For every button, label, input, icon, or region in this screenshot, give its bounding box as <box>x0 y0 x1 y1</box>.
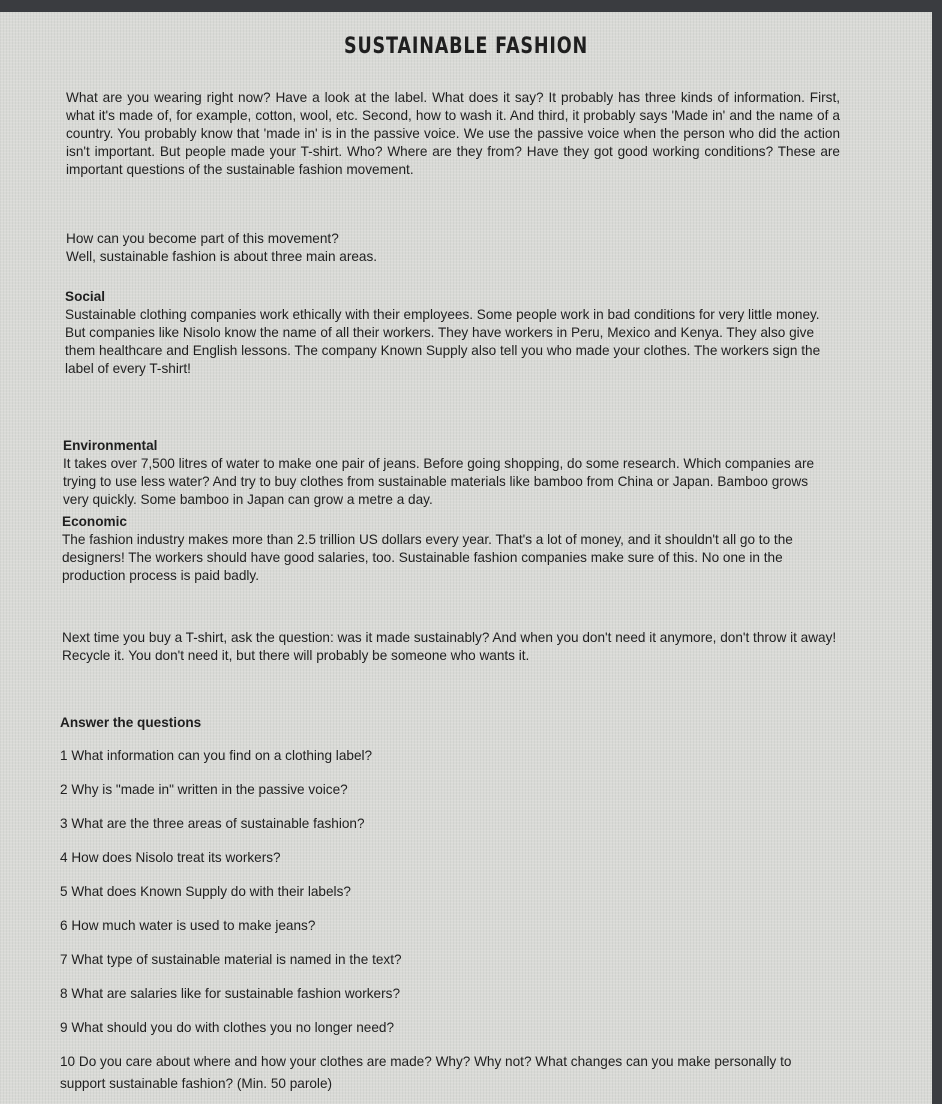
question-item: 1 What information can you find on a clothing label? <box>60 748 373 763</box>
question-item: 6 How much water is used to make jeans? <box>60 918 316 933</box>
intro-paragraph: What are you wearing right now? Have a look at the label. What does it say? It probably has three kinds of information. First, what it's made of, for example, cotton, wool, etc. Second, how to wash it. And third, it probably says 'Made in' and the name of a country. You probably know that 'made in' is in the passive voice. We use the passive voice when the person who did the action isn't important. But people made your T-shirt. Who? Where are they from? Have they got good working conditions? These are important questions of the sustainable fashion movement. <box>66 90 840 177</box>
questions-heading: Answer the questions <box>60 715 202 730</box>
areas-line: Well, sustainable fashion is about three main areas. <box>66 249 378 264</box>
question-item: 10 Do you care about where and how your clothes are made? Why? Why not? What changes can you make personally to support sustainable fashion? (Min. 50 parole) <box>60 1054 792 1091</box>
question-item: 5 What does Known Supply do with their labels? <box>60 884 351 899</box>
section-environmental <box>63 437 833 509</box>
question-item: 3 What are the three areas of sustainable fashion? <box>60 816 365 831</box>
question-item: 4 How does Nisolo treat its workers? <box>60 850 281 865</box>
document-page <box>0 12 932 1104</box>
section-economic <box>62 513 822 585</box>
question-item: 8 What are salaries like for sustainable fashion workers? <box>60 986 401 1001</box>
question-item: 9 What should you do with clothes you no longer need? <box>60 1020 395 1035</box>
section-heading: Social <box>65 289 106 304</box>
movement-question <box>66 230 836 266</box>
question-line: How can you become part of this movement? <box>66 231 339 246</box>
section-text: The fashion industry makes more than 2.5 trillion US dollars every year. That's a lot of money, and it shouldn't all go to the designers! The workers should have good salaries, too. Sustainable fashion companies make sure of this. No one in the production process is paid badly. <box>62 532 793 583</box>
section-heading: Economic <box>62 514 127 529</box>
section-social <box>65 288 835 378</box>
page-title: SUSTAINABLE FASHION <box>343 34 589 59</box>
section-text: Sustainable clothing companies work ethically with their employees. Some people work in bad conditions for very little money. But companies like Nisolo know the name of all their workers. They have workers in Peru, Mexico and Kenya. They also give them healthcare and English lessons. The company Known Supply also tell you who made your clothes. The workers sign the label of every T-shirt! <box>65 307 821 376</box>
section-text: It takes over 7,500 litres of water to make one pair of jeans. Before going shopping, do some research. Which companies are trying to use less water? And try to buy clothes from sustainable materials like bamboo from China or Japan. Bamboo grows very quickly. Some bamboo in Japan can grow a metre a day. <box>63 456 815 507</box>
closing-paragraph: Next time you buy a T-shirt, ask the question: was it made sustainably? And when you don't need it anymore, don't throw it away! Recycle it. You don't need it, but there will probably be someone who wants it. <box>62 630 837 663</box>
question-item: 7 What type of sustainable material is named in the text? <box>60 952 402 967</box>
section-heading: Environmental <box>63 438 158 453</box>
question-item: 2 Why is "made in" written in the passive voice? <box>60 782 348 797</box>
